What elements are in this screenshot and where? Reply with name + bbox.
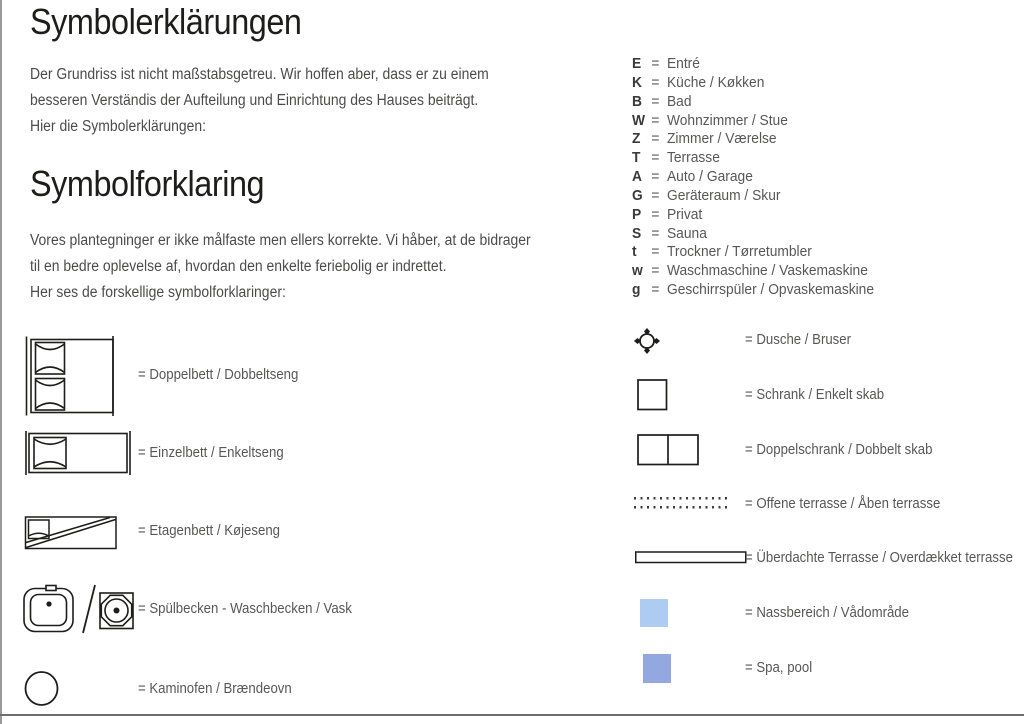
room-letter: K bbox=[632, 73, 642, 91]
room-letter: A bbox=[632, 168, 642, 186]
room-label: Auto / Garage bbox=[666, 168, 753, 186]
danish-title: Symbolforklaring bbox=[30, 163, 265, 204]
equals-sign: = bbox=[651, 224, 660, 242]
german-intro-line-3: Hier die Symbolerklärungen: bbox=[30, 118, 207, 135]
open-terrace-icon bbox=[634, 497, 731, 509]
room-letter: t bbox=[632, 243, 637, 261]
letter-row-dryer bbox=[632, 243, 874, 262]
equals-sign: = bbox=[651, 73, 660, 91]
letter-row-sauna bbox=[632, 225, 874, 244]
double-cabinet-label: = Doppelschrank / Dobbelt skab bbox=[745, 441, 933, 458]
equals-sign: = bbox=[651, 205, 660, 223]
sink-washbasin-label: = Spülbecken - Waschbecken / Vask bbox=[138, 600, 352, 617]
danish-intro-paragraph bbox=[30, 228, 531, 306]
equals-sign: = bbox=[651, 111, 660, 129]
german-intro-paragraph bbox=[30, 62, 489, 140]
equals-sign: = bbox=[651, 168, 660, 186]
equals-sign: = bbox=[651, 281, 660, 299]
bunk-bed-label: = Etagenbett / Køjeseng bbox=[138, 522, 281, 539]
room-letter: P bbox=[632, 205, 642, 223]
room-letter: Z bbox=[632, 130, 641, 148]
room-label: Küche / Køkken bbox=[666, 73, 765, 91]
letter-row-entree bbox=[632, 55, 874, 74]
page-bottom-edge-line bbox=[0, 714, 1024, 716]
covered-terrace-label: = Überdachte Terrasse / Overdækket terrasse bbox=[745, 549, 1013, 566]
room-label: Terrasse bbox=[666, 149, 720, 167]
letter-row-terrace bbox=[632, 149, 874, 168]
shower-icon bbox=[632, 326, 662, 361]
room-label: Wohnzimmer / Stue bbox=[666, 111, 788, 129]
double-cabinet-icon bbox=[637, 434, 700, 471]
page-left-edge-line bbox=[0, 0, 2, 724]
room-label: Geschirrspüler / Opvaskemaskine bbox=[666, 281, 875, 299]
german-intro-line-1: Der Grundriss ist nicht maßstabsgetreu. Wir hoffen aber, dass er zu einem bbox=[30, 66, 489, 83]
room-letter: g bbox=[632, 281, 641, 299]
letter-row-shed bbox=[632, 187, 874, 206]
letter-row-bath bbox=[632, 93, 874, 112]
room-label: Trockner / Tørretumbler bbox=[666, 243, 812, 261]
room-label: Entré bbox=[666, 55, 700, 72]
spa-pool-swatch bbox=[643, 654, 671, 683]
room-label: Bad bbox=[666, 92, 692, 110]
shower-label: = Dusche / Bruser bbox=[745, 331, 852, 348]
german-intro-line-2: besseren Verständis der Aufteilung und Einrichtung des Hauses beiträgt. bbox=[30, 92, 479, 109]
letter-row-washingmachine bbox=[632, 262, 874, 281]
single-bed-label: = Einzelbett / Enkeltseng bbox=[138, 444, 284, 461]
double-bed-icon bbox=[24, 335, 120, 422]
sink-washbasin-icon bbox=[22, 582, 134, 641]
bunk-bed-icon bbox=[24, 511, 118, 556]
danish-intro-line-2: til en bedre oplevelse af, hvordan den enkelte feriebolig er indrettet. bbox=[30, 258, 447, 275]
danish-intro-line-1: Vores plantegninger er ikke målfaste men ellers korrekte. Vi håber, at de bidrager bbox=[30, 232, 531, 249]
single-cabinet-label: = Schrank / Enkelt skab bbox=[745, 386, 885, 403]
wood-stove-icon bbox=[24, 671, 60, 712]
equals-sign: = bbox=[651, 149, 660, 167]
equals-sign: = bbox=[651, 243, 660, 261]
room-label: Sauna bbox=[666, 224, 707, 242]
letter-row-livingroom bbox=[632, 112, 874, 131]
room-letter: W bbox=[632, 111, 646, 129]
letter-row-room bbox=[632, 130, 874, 149]
single-bed-icon bbox=[24, 430, 132, 481]
equals-sign: = bbox=[651, 262, 660, 280]
german-title: Symbolerklärungen bbox=[30, 1, 302, 42]
double-bed-label: = Doppelbett / Dobbeltseng bbox=[138, 366, 299, 383]
danish-intro-line-3: Her ses de forskellige symbolforklaringer: bbox=[30, 284, 286, 301]
room-letter: E bbox=[632, 55, 642, 72]
room-letter: w bbox=[632, 262, 643, 280]
wet-area-swatch bbox=[640, 599, 668, 627]
open-terrace-label: = Offene terrasse / Åben terrasse bbox=[745, 495, 941, 512]
room-label: Waschmaschine / Vaskemaskine bbox=[666, 262, 868, 280]
single-cabinet-icon bbox=[637, 379, 668, 416]
room-letter: T bbox=[632, 149, 641, 167]
room-letter: S bbox=[632, 224, 642, 242]
room-label: Geräteraum / Skur bbox=[666, 186, 781, 204]
room-label: Privat bbox=[666, 205, 703, 223]
letter-row-garage bbox=[632, 168, 874, 187]
letter-row-kitchen bbox=[632, 74, 874, 93]
room-letter-legend bbox=[632, 55, 874, 300]
room-letter: G bbox=[632, 186, 643, 204]
room-label: Zimmer / Værelse bbox=[666, 130, 777, 148]
letter-row-private bbox=[632, 206, 874, 225]
room-letter: B bbox=[632, 92, 642, 110]
equals-sign: = bbox=[651, 186, 660, 204]
equals-sign: = bbox=[651, 55, 660, 72]
letter-row-dishwasher bbox=[632, 281, 874, 300]
wood-stove-label: = Kaminofen / Brændeovn bbox=[138, 680, 292, 697]
wet-area-label: = Nassbereich / Vådområde bbox=[745, 604, 909, 621]
covered-terrace-icon bbox=[635, 551, 747, 569]
equals-sign: = bbox=[651, 130, 660, 148]
equals-sign: = bbox=[651, 92, 660, 110]
spa-pool-label: = Spa, pool bbox=[745, 659, 813, 676]
